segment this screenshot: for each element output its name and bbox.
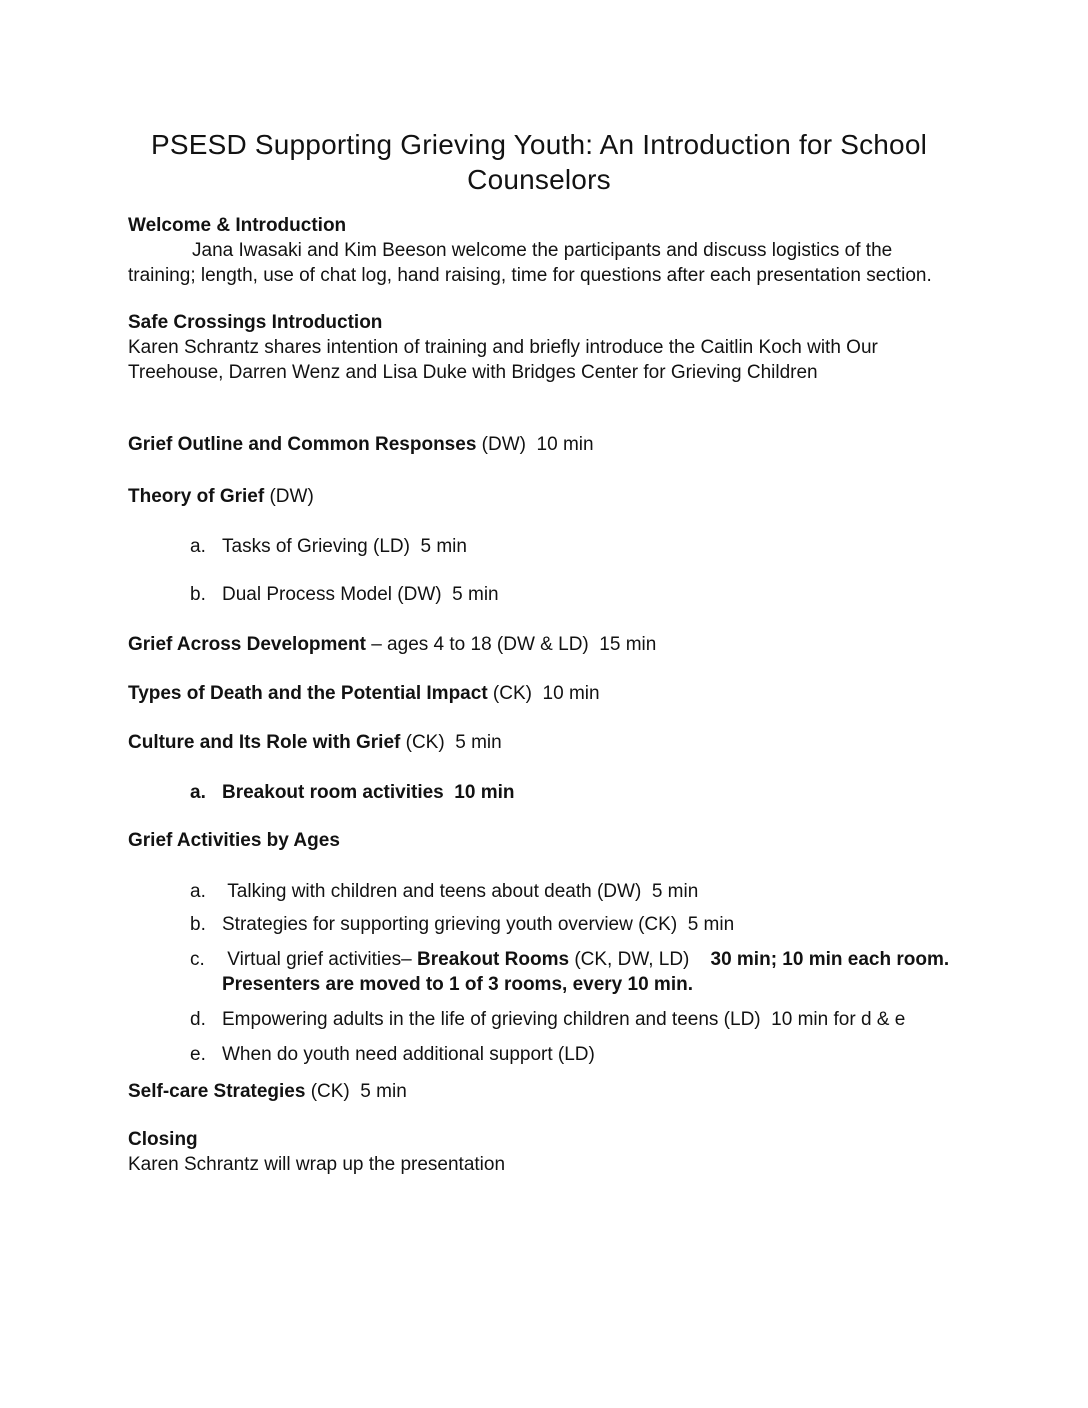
bold-text: Closing [128,1129,198,1150]
section-heading [128,681,950,706]
text: (CK) 5 min [305,1081,407,1102]
list-item [128,534,950,559]
section-heading [128,828,950,853]
section-heading [128,1079,950,1104]
list-item-text [222,534,950,559]
text: Karen Schrantz will wrap up the presentation [128,1154,506,1175]
text: (DW) 10 min [476,434,594,455]
bold-text: Grief Outline and Common Responses [128,434,477,455]
section-heading [128,484,950,509]
paragraph [128,1152,950,1177]
text: (CK) 5 min [400,732,502,753]
list-item-text [222,947,960,997]
list-marker: c. [190,949,205,970]
bold-text: Breakout Rooms [417,949,570,970]
section-heading [128,432,950,457]
section-heading [128,310,950,335]
list-item [128,947,960,997]
list-item [128,1007,950,1032]
bold-text: Types of Death and the Potential Impact [128,683,488,704]
list-marker: e. [190,1044,206,1065]
text: (CK) 10 min [487,683,600,704]
list-item-text [222,582,950,607]
text: – ages 4 to 18 (DW & LD) 15 min [365,634,657,655]
list-item [128,879,950,904]
bold-text: Welcome & Introduction [128,215,347,236]
list-item [128,582,950,607]
text: Jana Iwasaki and Kim Beeson welcome the participants and discuss logistics of the training; length, use of chat log, hand raising, time for questions after each presentation section. [128,240,932,286]
list-item-text [222,1042,950,1067]
bold-text: Grief Activities by Ages [128,830,340,851]
document-title-line-1: PSESD Supporting Grieving Youth: An Introduction for School [150,129,928,160]
text: (DW) [264,486,314,507]
list-item-text [222,780,950,805]
section-heading [128,730,950,755]
text: Talking with children and teens about death (DW) 5 min [222,881,699,902]
list-item [128,912,950,937]
bold-text: Grief Across Development [128,634,366,655]
list-item [128,780,950,805]
section-heading [128,213,950,238]
list-marker: a. [190,881,206,902]
document-title-line-2: Counselors [467,164,611,195]
bold-text: Culture and Its Role with Grief [128,732,401,753]
list-item [128,1042,950,1067]
bold-text: 30 min; 10 min each room. Presenters are moved to 1 of 3 rooms, every 10 min. [222,949,960,995]
section-heading [128,1127,950,1152]
document-content [128,127,960,1177]
section-heading [128,632,950,657]
text: Strategies for supporting grieving youth overview (CK) 5 min [222,914,735,935]
bold-text: Self-care Strategies [128,1081,306,1102]
text: Virtual grief activities– [222,949,418,970]
list-marker: d. [190,1009,206,1030]
text: Tasks of Grieving (LD) 5 min [222,536,467,557]
text: Dual Process Model (DW) 5 min [222,584,499,605]
bold-text: Safe Crossings Introduction [128,312,383,333]
bold-text: Breakout room activities 10 min [222,782,515,803]
document-body [128,213,960,1177]
list-marker: a. [190,782,206,803]
paragraph [128,335,950,385]
list-item-text [222,1007,950,1032]
bold-text: Theory of Grief [128,486,265,507]
list-item-text [222,912,950,937]
document-title [128,127,950,197]
list-marker: b. [190,914,206,935]
list-marker: b. [190,584,206,605]
text: When do youth need additional support (LD) [222,1044,595,1065]
text: Karen Schrantz shares intention of training and briefly introduce the Caitlin Koch with Our Treehouse, Darren Wenz and Lisa Duke with Bridges Center for Grieving Children [128,337,883,383]
text: Empowering adults in the life of grieving children and teens (LD) 10 min for d & e [222,1009,906,1030]
list-item-text [222,879,950,904]
text: (CK, DW, LD) [569,949,711,970]
paragraph [128,238,950,288]
list-marker: a. [190,536,206,557]
